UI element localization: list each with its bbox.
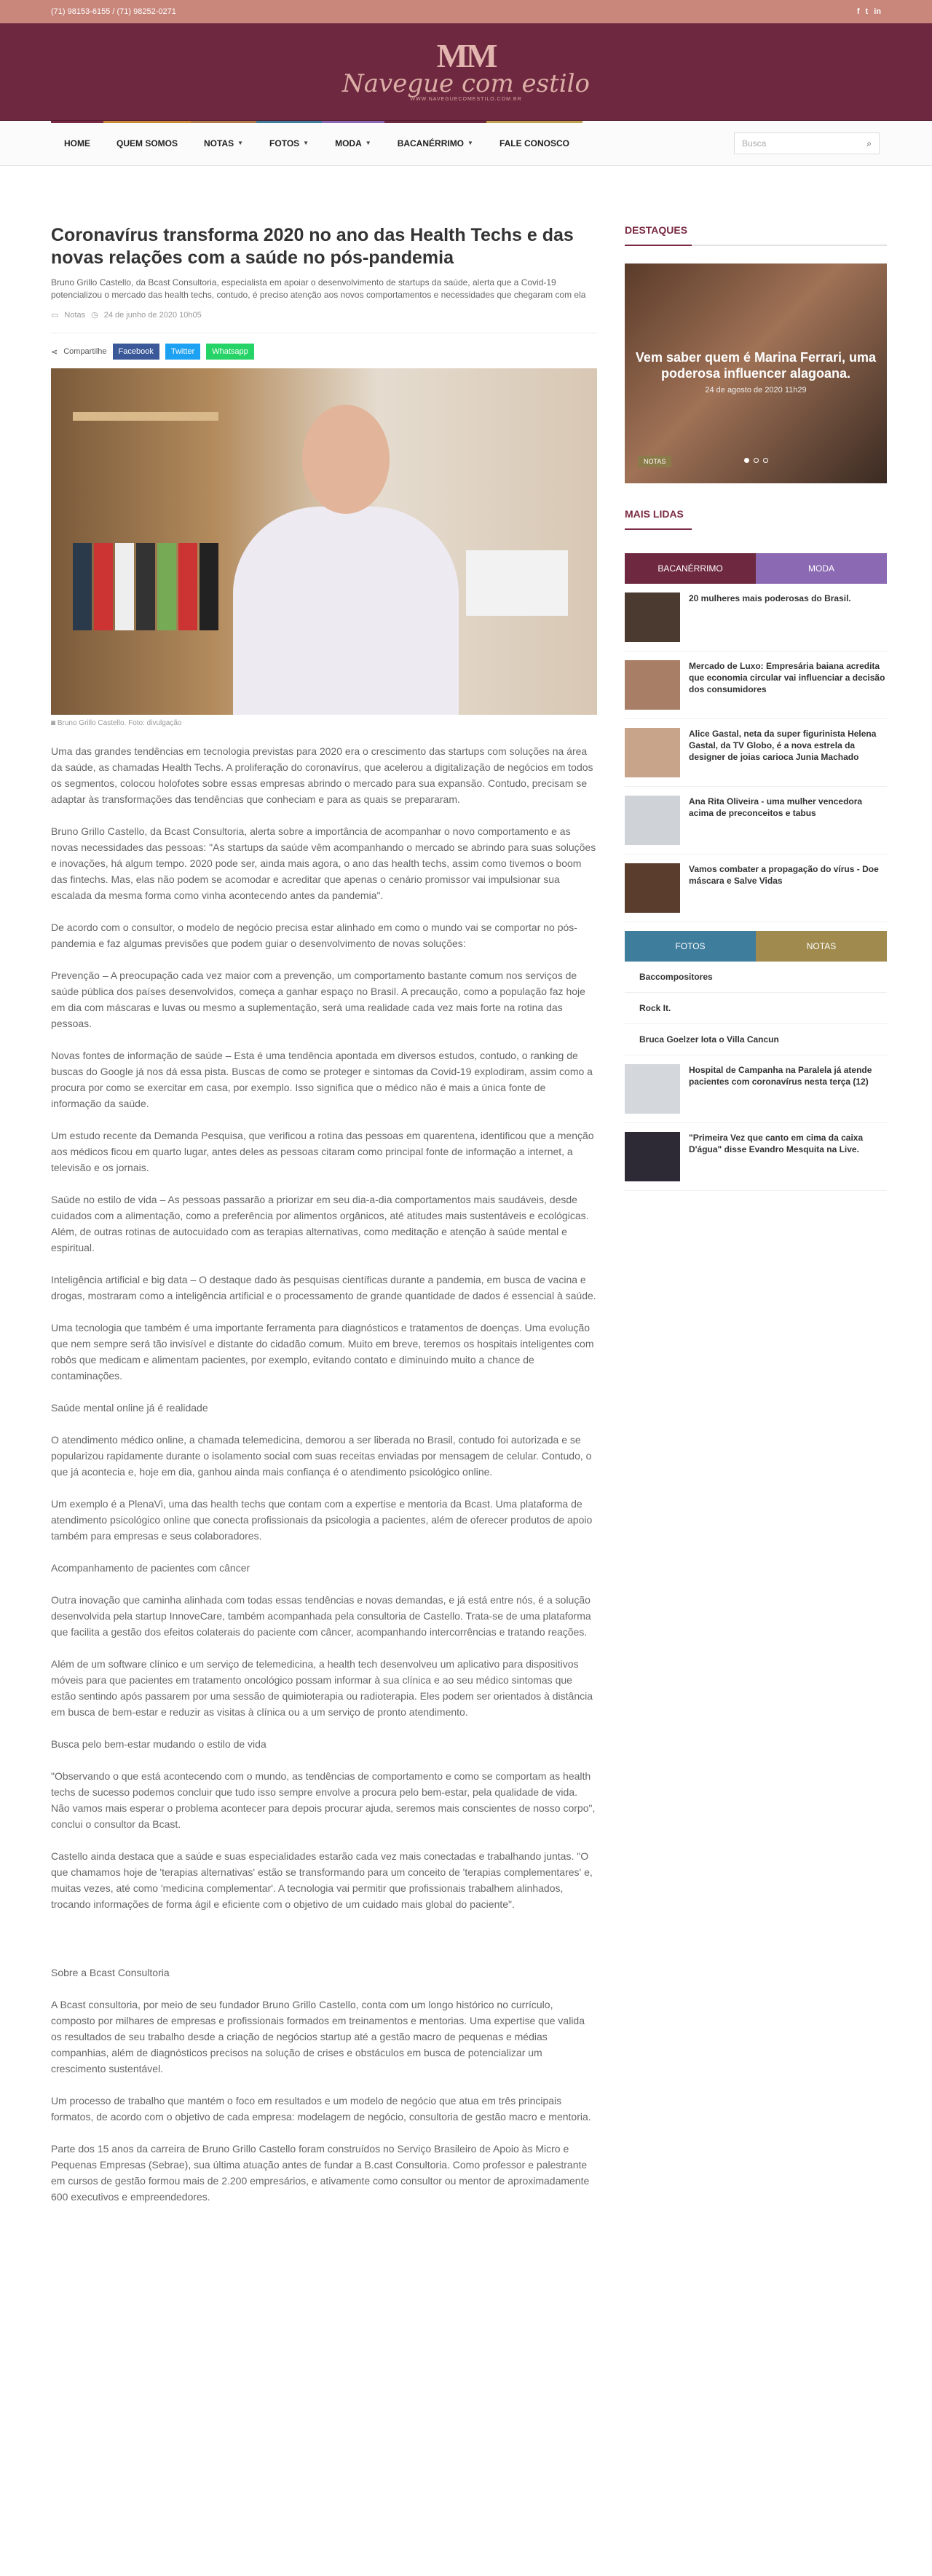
nav-color-bar: [486, 121, 582, 123]
nav-item-label: HOME: [64, 138, 90, 148]
social-links: [857, 7, 881, 16]
article-paragraph: Inteligência artificial e big data – O destaque dado às pesquisas científicas durante a pandemia, em busca de vacina e drogas, mostraram como a inteligência artificial e o processamento de grande quantidade de dados é essencial à saúde.: [51, 1274, 596, 1301]
article-paragraph: Parte dos 15 anos da carreira de Bruno Grillo Castello foram construídos no Serviço Brasileiro de Apoio às Micro e Pequenas Empresas (Sebrae), sua última atuação antes de fundar a B.cast Consultoria. Como professor e palestrante em cursos de gestão formou mais de 2.200 empresários, e ativamente como consultor ou mentor de aproximadamente 600 executivos e empreendedores.: [51, 2143, 590, 2203]
nav-item-label: FOTOS: [269, 138, 300, 148]
sidebar: [625, 224, 887, 2205]
twitter-icon[interactable]: t: [865, 7, 869, 16]
article-title: Coronavírus transforma 2020 no ano das Health Techs e das novas relações com a saúde no pós-pandemia: [51, 225, 574, 268]
destaques-title: DESTAQUES: [625, 224, 887, 246]
slider-dots: [625, 458, 887, 463]
nav-item-label: FALE CONOSCO: [499, 138, 569, 148]
list-item[interactable]: Rock It.: [625, 993, 887, 1024]
logo-url: WWW.NAVEGUECOMESTILO.COM.BR: [410, 97, 522, 102]
chevron-down-icon: ▼: [303, 140, 309, 146]
search-input[interactable]: [734, 132, 880, 154]
featured-tag[interactable]: NOTAS: [638, 456, 671, 467]
article-date: 24 de junho de 2020 10h05: [103, 310, 202, 320]
contact-phones: (71) 98153-6155 / (71) 98252-0271: [51, 7, 176, 16]
search-placeholder: Busca: [742, 138, 767, 148]
list-item[interactable]: [625, 787, 887, 855]
sidebar-tab[interactable]: MODA: [756, 553, 887, 584]
facebook-icon[interactable]: f: [856, 7, 860, 16]
books-decor: [73, 543, 218, 630]
article-paragraph: "Observando o que está acontecendo com o mundo, as tendências de comportamento e como se comportam as health techs de sucesso podemos concluir que tudo isso sempre envolve a procura pelo bem-estar, pela qualidade de vida. Não vamos mais esperar o problema acontecer para depois procurar ajuda, seremos mais conscientes de nosso corpo", conclui o consultor da Bcast.: [51, 1770, 596, 1830]
article-paragraph: Um exemplo é a PlenaVi, uma das health techs que contam com a expertise e mentoria da Bcast. Uma plataforma de atendimento psicológico online que conecta profissionais da psicologia a pacientes, além de oferecer produtos de apoio também para empresas e seus colaboradores.: [51, 1498, 593, 1542]
main-nav: [0, 121, 932, 166]
sidebar-tab[interactable]: FOTOS: [625, 931, 756, 962]
caption-text: Bruno Grillo Castello. Foto: divulgação: [57, 719, 182, 727]
nav-item[interactable]: [51, 121, 103, 166]
slider-dot[interactable]: [744, 458, 749, 463]
article-paragraph: Outra inovação que caminha alinhada com todas essas tendências e novas demandas, e já está entre nós, é a solução desenvolvida pela startup InnoveCare, também acompanhada pela consultoria de Castello. Trata-se de uma plataforma que facilita a gestão dos efeitos colaterais do paciente com câncer, acompanhando intercorrências e tratando reações.: [51, 1594, 591, 1638]
article-paragraph: De acordo com o consultor, o modelo de negócio precisa estar alinhado em como o mundo vai se comportar no pós-pandemia e faz algumas previsões que podem guiar o desenvolvimento de novas soluções:: [51, 922, 577, 949]
featured-slide[interactable]: [625, 263, 887, 483]
portrait: [233, 390, 459, 715]
list-item[interactable]: [625, 719, 887, 787]
article-image: [51, 368, 597, 715]
article-paragraph: Uma tecnologia que também é uma importante ferramenta para diagnósticos e tratamentos de doenças. Uma evolução que nem sempre será tão invisível e distante do cidadão comum. Muito em breve, teremos os hospitais inteligentes com robôs que medicam e alimentam pacientes, por exemplo, evitando contato e diminuindo muito a chance de contaminações.: [51, 1322, 594, 1382]
nav-item-label: BACANÉRRIMO: [397, 138, 465, 148]
search-icon[interactable]: ⌕: [866, 138, 872, 148]
article-paragraph: A Bcast consultoria, por meio de seu fundador Bruno Grillo Castello, conta com um longo histórico no currículo, composto por milhares de empresas e profissionais formados em treinamentos e mentorias. Uma expertise que valida os resultados de seu trabalho desde a criação de negócios startup até a gestão macro de pequenas e médias companhias, além de diagnósticos precisos na solução de crises e obstáculos em busca de potencializar um crescimento sustentável.: [51, 1999, 585, 2074]
list-item-title[interactable]: 20 mulheres mais poderosas do Brasil.: [689, 593, 851, 603]
slider-dot[interactable]: [763, 458, 768, 463]
sidebar-tab[interactable]: BACANÉRRIMO: [625, 553, 756, 584]
spacer: [51, 1912, 597, 1949]
sidebar-tab[interactable]: NOTAS: [756, 931, 887, 962]
nav-item[interactable]: [191, 121, 256, 166]
article-paragraph: Prevenção – A preocupação cada vez maior com a prevenção, um comportamento bastante comum nos serviços de saúde pública dos países desenvolvidos, começa a ganhar espaço no Brasil. A precaução, como a população faz hoje em dia com máscaras e luvas ou mesmo a suplementação, será uma realidade cada vez mais forte na rotina das pessoas.: [51, 970, 585, 1029]
mais-lidas-list: [625, 584, 887, 922]
nav-item-label: QUEM SOMOS: [116, 138, 178, 148]
article-excerpt: Bruno Grillo Castello, da Bcast Consultoria, especialista em apoiar o desenvolvimento de startups da saúde, alerta que a Covid-19 potencializou o mercado das health techs, contudo, é preciso atenção aos novos comportamentos e necessidades que chegaram com ela: [51, 277, 586, 300]
top-bar: [0, 0, 932, 23]
nav-item[interactable]: [103, 121, 191, 166]
list-thumbnail[interactable]: [625, 728, 680, 777]
fotos-notas-tabs: [625, 931, 887, 962]
featured-date: 24 de agosto de 2020 11h29: [705, 386, 807, 395]
nav-item[interactable]: [322, 121, 384, 166]
share-label: Compartilhe: [63, 347, 107, 356]
folder-icon: ▭: [51, 311, 59, 320]
nav-color-bar: [191, 121, 256, 123]
nav-item[interactable]: [256, 121, 322, 166]
logo-script: Navegue com estilo: [342, 69, 590, 98]
nav-item[interactable]: [486, 121, 582, 166]
article-body: [51, 743, 597, 2205]
list-thumbnail[interactable]: [625, 1064, 680, 1114]
shelf-decor: [73, 412, 218, 421]
site-logo[interactable]: [342, 37, 590, 102]
list-thumbnail[interactable]: [625, 593, 680, 642]
list-thumbnail[interactable]: [625, 1132, 680, 1181]
list-item-title[interactable]: Ana Rita Oliveira - uma mulher vencedora acima de preconceitos e tabus: [689, 796, 863, 818]
fotos-text-list: [625, 962, 887, 1055]
article-paragraph: Bruno Grillo Castello, da Bcast Consultoria, alerta sobre a importância de acompanhar o novo comportamento e as novas necessidades das pessoas: "As startups da saúde vêm acompanhando o mercado se abrindo para suas soluções e inovações, há algum tempo. 2020 pode ser, ainda mais agora, o ano das health techs, assim como tivemos o boom das fintechs. Mas, elas não podem se acomodar e acreditar que apenas o cenário promissor vai impulsionar sua escalada da mesma forma como vinha acontecendo antes da pandemia".: [51, 825, 596, 901]
list-item[interactable]: [625, 651, 887, 719]
article-category[interactable]: Notas: [64, 310, 86, 320]
list-item[interactable]: [625, 1123, 887, 1191]
article-meta: [51, 310, 597, 333]
list-item-title[interactable]: Mercado de Luxo: Empresária baiana acredita que economia circular vai influenciar a decisão dos consumidores: [689, 661, 885, 694]
list-item-title[interactable]: "Primeira Vez que canto em cima da caixa D'água" disse Evandro Mesquita na Live.: [689, 1133, 864, 1154]
nav-color-bar: [384, 121, 486, 123]
article: [51, 224, 597, 2205]
nav-color-bar: [322, 121, 384, 123]
article-paragraph: O atendimento médico online, a chamada telemedicina, demorou a ser liberada no Brasil, contudo foi autorizada e se popularizou rapidamente durante o isolamento social com suas receitas enviadas por mensagem de celular. Contudo, o que já acontecia e, hoje em dia, ganhou ainda mais confiança é o atendimento psicológico online.: [51, 1434, 592, 1478]
list-item[interactable]: [625, 1055, 887, 1123]
chevron-down-icon: ▼: [467, 140, 473, 146]
article-paragraph: Além de um software clínico e um serviço de telemedicina, a health tech desenvolveu um aplicativo para dispositivos móveis para que pacientes em tratamento oncológico possam informar à sua clínica e ao seu médico sintomas que estão sentindo após passarem por uma sessão de quimioterapia ou radioterapia. Eles podem ser orientados à distância em busca de bem-estar e reduzir as visitas à clínica ou a um serviço de pronto atendimento.: [51, 1658, 593, 1718]
mais-lidas-tabs: [625, 553, 887, 584]
article-paragraph: Castello ainda destaca que a saúde e suas especialidades estarão cada vez mais conectadas e trabalhando juntas. "O que chamamos hoje de 'terapias alternativas' estão se transformando para um conceito de 'terapias complementares' e, muitas vezes, até como 'medicina complementar'. A tecnologia vai permitir que profissionais trabalhem alinhados, trocando informações de forma ágil e eficiente com o objetivo de um cuidado mais global do paciente".: [51, 1850, 593, 1910]
article-paragraph: Novas fontes de informação de saúde – Esta é uma tendência apontada em diversos estudos, contudo, o ranking de buscas do Google já nos dá essa pista. Buscas de como se proteger e sintomas da Covid-19 explodiram, assim como a procura por como se exercitar em casa, por exemplo. Isso significa que o médico não é mais a única fonte de informação da saúde.: [51, 1050, 593, 1109]
nav-item-label: NOTAS: [204, 138, 234, 148]
featured-title[interactable]: Vem saber quem é Marina Ferrari, uma poderosa influencer alagoana.: [635, 350, 877, 381]
mais-lidas-title: MAIS LIDAS: [625, 508, 887, 528]
share-facebook-button[interactable]: Facebook: [113, 344, 159, 360]
list-item[interactable]: [625, 855, 887, 922]
list-thumbnail[interactable]: [625, 660, 680, 710]
share-whatsapp-button[interactable]: Whatsapp: [206, 344, 254, 360]
nav-color-bar: [256, 121, 322, 123]
flowers-decor: [466, 550, 568, 616]
share-icon: ⋖: [51, 347, 58, 357]
list-thumbnail[interactable]: [625, 863, 680, 913]
chevron-down-icon: ▼: [237, 140, 244, 146]
article-paragraph: Um estudo recente da Demanda Pesquisa, que verificou a rotina das pessoas em quarentena, identificou que a menção aos médicos ficou em quarto lugar, antes deles as pessoas citaram como principal fonte de informação a internet, a televisão e os jornais.: [51, 1130, 594, 1173]
clock-icon: ◷: [91, 311, 98, 320]
nav-item-label: MODA: [335, 138, 362, 148]
list-item[interactable]: Bruca Goelzer Iota o Villa Cancun: [625, 1024, 887, 1055]
header-banner: [0, 23, 932, 121]
nav-color-bar: [51, 121, 103, 123]
article-paragraph: Um processo de trabalho que mantém o foco em resultados e um modelo de negócio que atua em três principais formatos, de acordo com o objetivo de cada empresa: modelagem de negócio, consultoria de gestão macro e mentoria.: [51, 2095, 591, 2123]
image-caption: [51, 719, 597, 727]
slider-dot[interactable]: [754, 458, 759, 463]
share-twitter-button[interactable]: Twitter: [165, 344, 200, 360]
chevron-down-icon: ▼: [365, 140, 371, 146]
nav-item[interactable]: [384, 121, 486, 166]
fotos-list: [625, 1055, 887, 1191]
list-item-title[interactable]: Vamos combater a propagação do vírus - Doe máscara e Salve Vidas: [689, 864, 879, 886]
list-item-title[interactable]: Hospital de Campanha na Paralela já atende pacientes com coronavírus nesta terça (12): [689, 1065, 872, 1087]
list-item[interactable]: Baccompositores: [625, 962, 887, 993]
list-item-title[interactable]: Alice Gastal, neta da super figurinista Helena Gastal, da TV Globo, é a nova estrela da designer de joias carioca Junia Machado: [689, 729, 877, 762]
list-item[interactable]: [625, 584, 887, 651]
share-bar: [51, 344, 597, 360]
article-subheading: Acompanhamento de pacientes com câncer: [51, 1562, 250, 1574]
camera-icon: ◙: [51, 719, 58, 727]
article-paragraph: Saúde no estilo de vida – As pessoas passarão a priorizar em seu dia-a-dia comportamentos mais saudáveis, desde cuidados com a alimentação, como a preferência por alimentos orgânicos, até atitudes mais sustentáveis e ecológicas. Além, de outras rotinas de autocuidado com as terapias alternativas, como meditação e atenção à saúde mental e espiritual.: [51, 1194, 589, 1253]
article-subheading: Saúde mental online já é realidade: [51, 1402, 208, 1414]
article-paragraph: Uma das grandes tendências em tecnologia previstas para 2020 era o crescimento das startups com soluções na área da saúde, as chamadas Health Techs. A proliferação do coronavírus, que acelerou a digitalização de negócios em todos os segmentos, colocou holofotes sobre essas empresas abrindo o mercado para sua expansão. Contudo, precisam se adaptar às transformações das tendências que conheciam e para as quais se prepararam.: [51, 745, 593, 805]
list-thumbnail[interactable]: [625, 796, 680, 845]
logo-mark: MM: [436, 37, 496, 74]
article-subheading: Busca pelo bem-estar mudando o estilo de vida: [51, 1738, 266, 1750]
instagram-icon[interactable]: in: [874, 7, 881, 16]
nav-color-bar: [103, 121, 191, 123]
article-subheading: Sobre a Bcast Consultoria: [51, 1967, 170, 1978]
